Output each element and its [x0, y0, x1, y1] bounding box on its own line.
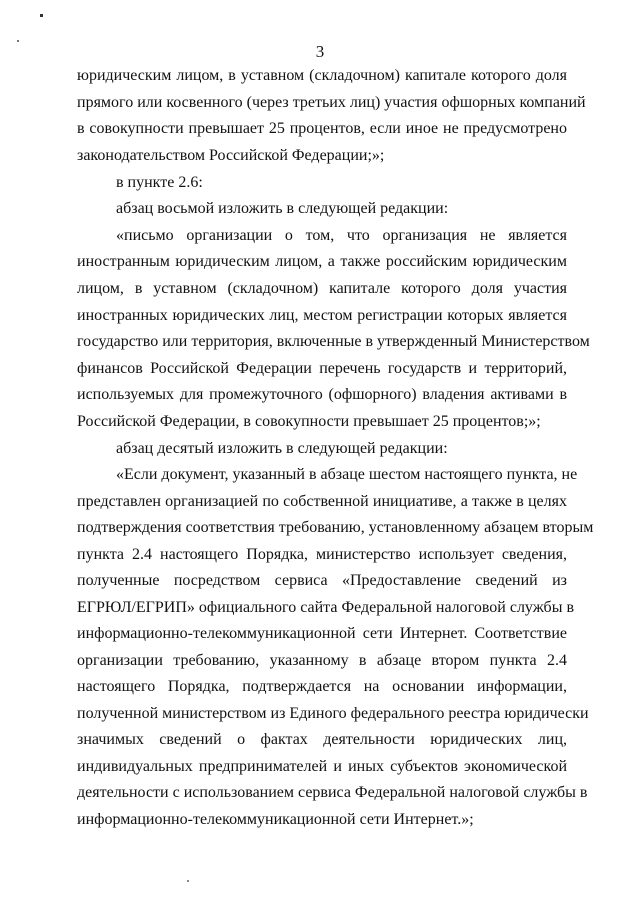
body-line: Российской Федерации, в совокупности превышает 25 процентов;»;: [77, 413, 541, 430]
body-line: юридическим лицом, в уставном (складочном) капитале которого доля: [77, 67, 567, 84]
body-line: информационно-телекоммуникационной сети Интернет.»;: [77, 811, 474, 828]
body-line: в пункте 2.6:: [116, 174, 203, 191]
body-line: организации требованию, указанному в абзаце втором пункта 2.4: [77, 652, 567, 669]
body-line: законодательством Российской Федерации;»;: [77, 147, 385, 164]
page-number: 3: [315, 42, 325, 61]
body-line: «Если документ, указанный в абзаце шестом настоящего пункта, не: [116, 466, 578, 483]
body-line: используемых для промежуточного (офшорного) владения активами в: [77, 386, 567, 403]
body-line: иностранным юридическим лицом, а также российским юридическим: [77, 253, 567, 270]
body-line: абзац восьмой изложить в следующей редакции:: [116, 200, 449, 217]
body-line: иностранных юридических лиц, местом регистрации которых является: [77, 307, 567, 324]
body-line: финансов Российской Федерации перечень государств и территорий,: [77, 360, 567, 377]
body-line: полученной министерством из Единого федерального реестра юридически: [77, 705, 589, 722]
body-line: пункта 2.4 настоящего Порядка, министерство использует сведения,: [77, 546, 567, 563]
body-line: подтверждения соответствия требованию, установленному абзацем вторым: [77, 519, 594, 536]
body-line: информационно-телекоммуникационной сети Интернет. Соответствие: [77, 625, 567, 642]
body-line: значимых сведений о фактах деятельности юридических лиц,: [77, 731, 567, 748]
body-line: индивидуальных предпринимателей и иных субъектов экономической: [77, 758, 567, 775]
scan-speck: [40, 14, 43, 17]
scan-speck: [187, 880, 189, 882]
body-line: деятельности с использованием сервиса Федеральной налоговой службы в: [77, 784, 588, 801]
body-line: настоящего Порядка, подтверждается на основании информации,: [77, 678, 567, 695]
body-line: прямого или косвенного (через третьих лиц) участия офшорных компаний: [77, 94, 586, 111]
body-line: государство или территория, включенные в утвержденный Министерством: [77, 333, 590, 350]
body-line: полученные посредством сервиса «Предоставление сведений из: [77, 572, 567, 589]
body-line: в совокупности превышает 25 процентов, если иное не предусмотрено: [77, 120, 567, 137]
body-line: ЕГРЮЛ/ЕГРИП» официального сайта Федеральной налоговой службы в: [77, 599, 574, 616]
body-line: представлен организацией по собственной инициативе, а также в целях: [77, 493, 567, 510]
body-line: абзац десятый изложить в следующей редакции:: [116, 440, 448, 457]
body-line: лицом, в уставном (складочном) капитале которого доля участия: [77, 280, 567, 297]
body-line: «письмо организации о том, что организация не является: [116, 227, 567, 244]
